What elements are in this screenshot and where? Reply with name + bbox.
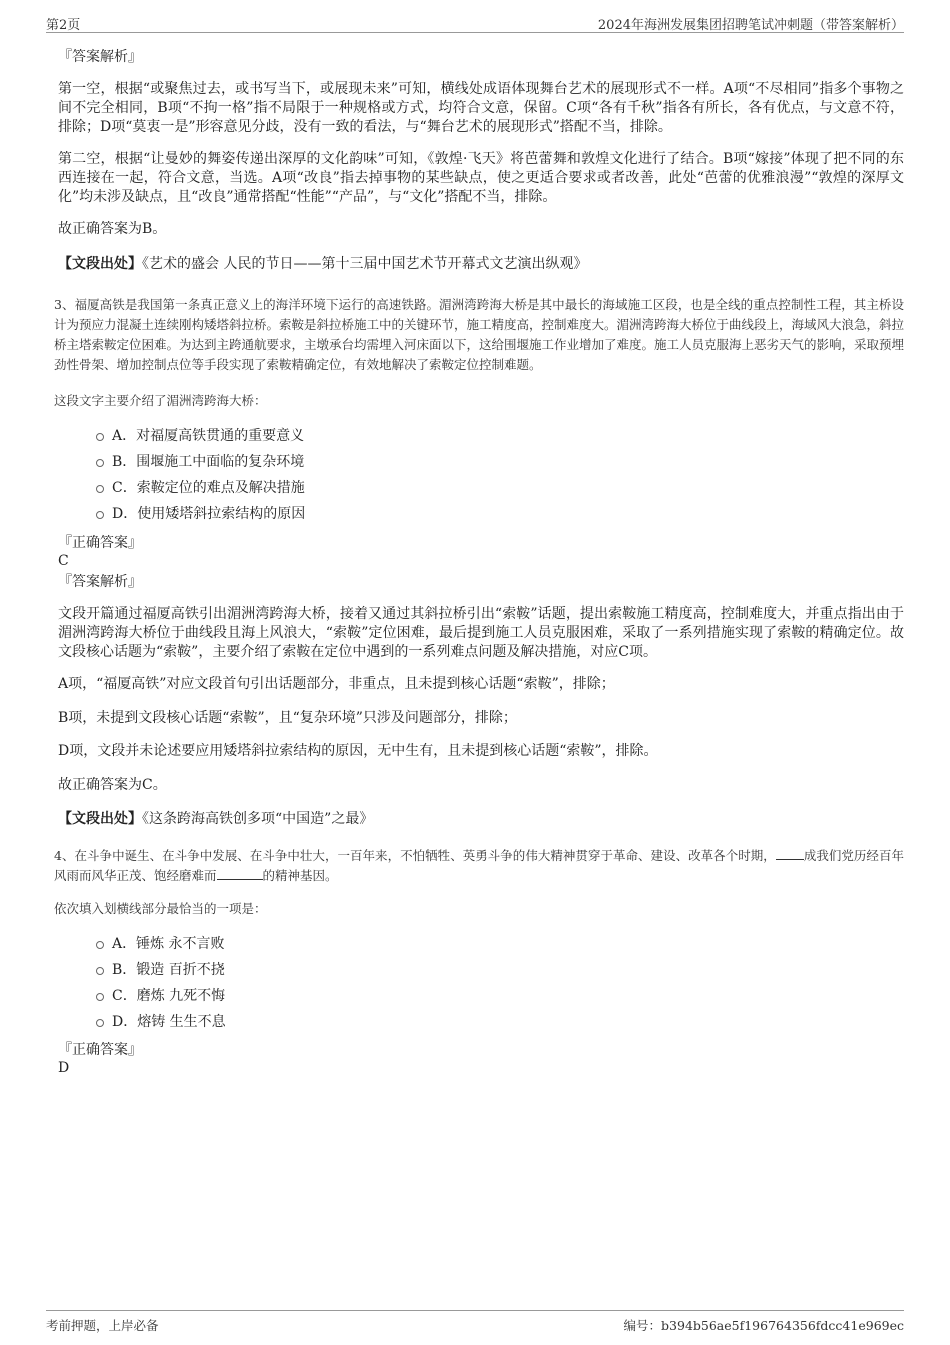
q3-analysis-label: 『答案解析』: [58, 574, 142, 590]
q4-option-d-label: D．熔铸 生生不息: [112, 1014, 226, 1030]
q4-stem-part3: 的精神基因。: [262, 868, 338, 883]
footer-slogan: 考前押题，上岸必备: [46, 1318, 159, 1333]
radio-icon[interactable]: [96, 433, 104, 441]
q3-analysis-para-b: B项，未提到文段核心话题“索鞍”，且“复杂环境”只涉及问题部分，排除；: [58, 710, 517, 726]
q2-conclusion: 故正确答案为B。: [58, 221, 167, 237]
q4-stem-part2: 成我们党历经百年风雨而风华正茂、饱经磨难而: [54, 848, 904, 883]
q3-option-c-label: C．索鞍定位的难点及解决措施: [112, 480, 305, 496]
q2-analysis-para2: 第二空，根据“让曼妙的舞姿传递出深厚的文化韵味”可知，《敦煌·飞天》将芭蕾舞和敦煌文化进行了结合。B项“嫁接”体现了把不同的东西连接在一起，符合文意，当选。A项“改良”指去掉事物的某些缺点，使之更适合要求或者改善，此处“芭蕾的优雅浪漫”“敦煌的深厚文化”均未涉及缺点，且“改良”通常搭配“性能”“产品”，与“文化”搭配不当，排除。: [58, 151, 904, 205]
q3-option-a-label: A．对福厦高铁贯通的重要意义: [112, 428, 305, 444]
page-header: [46, 14, 904, 33]
page-number: 第2页: [46, 18, 81, 33]
q3-answer-label: 『正确答案』: [58, 535, 142, 551]
radio-icon[interactable]: [96, 967, 104, 975]
q3-option-a[interactable]: [96, 426, 304, 446]
q4-blank-2: [217, 869, 263, 880]
q3-prompt: 这段文字主要介绍了湄洲湾跨海大桥：: [54, 393, 267, 408]
q4-stem-part1: 4、在斗争中诞生、在斗争中发展、在斗争中壮大，一百年来，不怕牺牲、英勇斗争的伟大精神贯穿于革命、建设、改革各个时期，: [54, 848, 776, 863]
q2-source: [58, 254, 904, 274]
radio-icon[interactable]: [96, 941, 104, 949]
q4-option-b-label: B．锻造 百折不挠: [112, 962, 225, 978]
radio-icon[interactable]: [96, 459, 104, 467]
q4-answer: D: [58, 1060, 70, 1076]
q2-analysis-label: 『答案解析』: [58, 49, 142, 65]
q2-source-label: 【文段出处】: [58, 256, 142, 272]
q4-option-d[interactable]: [96, 1012, 226, 1032]
document-id: 编号：b394b56ae5f196764356fdcc41e969ec: [623, 1318, 904, 1333]
q4-option-c[interactable]: [96, 986, 225, 1006]
document-title: 2024年海洲发展集团招聘笔试冲刺题（带答案解析）: [597, 18, 904, 33]
q3-answer: C: [58, 553, 69, 569]
q2-source-text: 《艺术的盛会 人民的节日——第十三届中国艺术节开幕式文艺演出纵观》: [142, 256, 588, 272]
q3-analysis-para-d: D项，文段并未论述要应用矮塔斜拉索结构的原因，无中生有，且未提到核心话题“索鞍”，排除。: [58, 743, 658, 759]
radio-icon[interactable]: [96, 1019, 104, 1027]
q3-stem: 3、福厦高铁是我国第一条真正意义上的海洋环境下运行的高速铁路。湄洲湾跨海大桥是其中最长的海域施工区段，也是全线的重点控制性工程，其主桥设计为预应力混凝土连续刚构矮塔斜拉桥。索鞍是斜拉桥施工中的关键环节，施工精度高，控制难度大。湄洲湾跨海大桥位于曲线段上，海域风大浪急，斜拉桥主塔索鞍定位困难。为达到主跨通航要求，主墩承台均需埋入河床面以下，这给围堰施工作业增加了难度。施工人员克服海上恶劣天气的影响，采取预埋劲性骨架、增加控制点位等手段实现了索鞍精确定位，有效地解决了索鞍定位控制难题。: [54, 297, 905, 372]
radio-icon[interactable]: [96, 485, 104, 493]
q4-blank-1: [776, 849, 804, 860]
q3-source: [58, 809, 904, 829]
q3-analysis-para-a: A项，“福厦高铁”对应文段首句引出话题部分，非重点，且未提到核心话题“索鞍”，排除；: [58, 676, 615, 692]
q3-conclusion: 故正确答案为C。: [58, 777, 167, 793]
radio-icon[interactable]: [96, 511, 104, 519]
page-footer: [46, 1310, 904, 1334]
q4-option-a[interactable]: [96, 934, 225, 954]
radio-icon[interactable]: [96, 993, 104, 1001]
q3-option-d[interactable]: [96, 504, 305, 524]
q4-stem: [54, 846, 904, 886]
q4-option-c-label: C．磨炼 九死不悔: [112, 988, 226, 1004]
q3-source-label: 【文段出处】: [58, 811, 142, 827]
q3-option-c[interactable]: [96, 478, 305, 498]
q2-analysis-para1: 第一空，根据“或聚焦过去，或书写当下，或展现未来”可知，横线处成语体现舞台艺术的展现形式不一样。A项“不尽相同”指多个事物之间不完全相同，B项“不拘一格”指不局限于一种规格或方式，均符合文意，保留。C项“各有千秋”指各有所长，各有优点，与文意不符，排除；D项“莫衷一是”形容意见分歧，没有一致的看法，与“舞台艺术的展现形式”搭配不当，排除。: [58, 81, 904, 135]
q4-prompt: 依次填入划横线部分最恰当的一项是：: [54, 901, 267, 916]
q3-option-d-label: D．使用矮塔斜拉索结构的原因: [112, 506, 306, 522]
q3-source-text: 《这条跨海高铁创多项“中国造”之最》: [142, 811, 374, 827]
q4-option-b[interactable]: [96, 960, 225, 980]
q3-option-b-label: B．围堰施工中面临的复杂环境: [112, 454, 305, 470]
q3-option-b[interactable]: [96, 452, 304, 472]
q4-option-a-label: A．锤炼 永不言败: [112, 936, 225, 952]
q4-answer-label: 『正确答案』: [58, 1042, 142, 1058]
q3-analysis-para1: 文段开篇通过福厦高铁引出湄洲湾跨海大桥，接着又通过其斜拉桥引出“索鞍”话题，提出索鞍施工精度高，控制难度大，并重点指出由于湄洲湾跨海大桥位于曲线段且海上风浪大，“索鞍”定位困难，最后提到施工人员克服困难，采取了一系列措施实现了索鞍的精确定位。故文段核心话题为“索鞍”，主要介绍了索鞍在定位中遇到的一系列难点问题及解决措施，对应C项。: [58, 606, 904, 660]
